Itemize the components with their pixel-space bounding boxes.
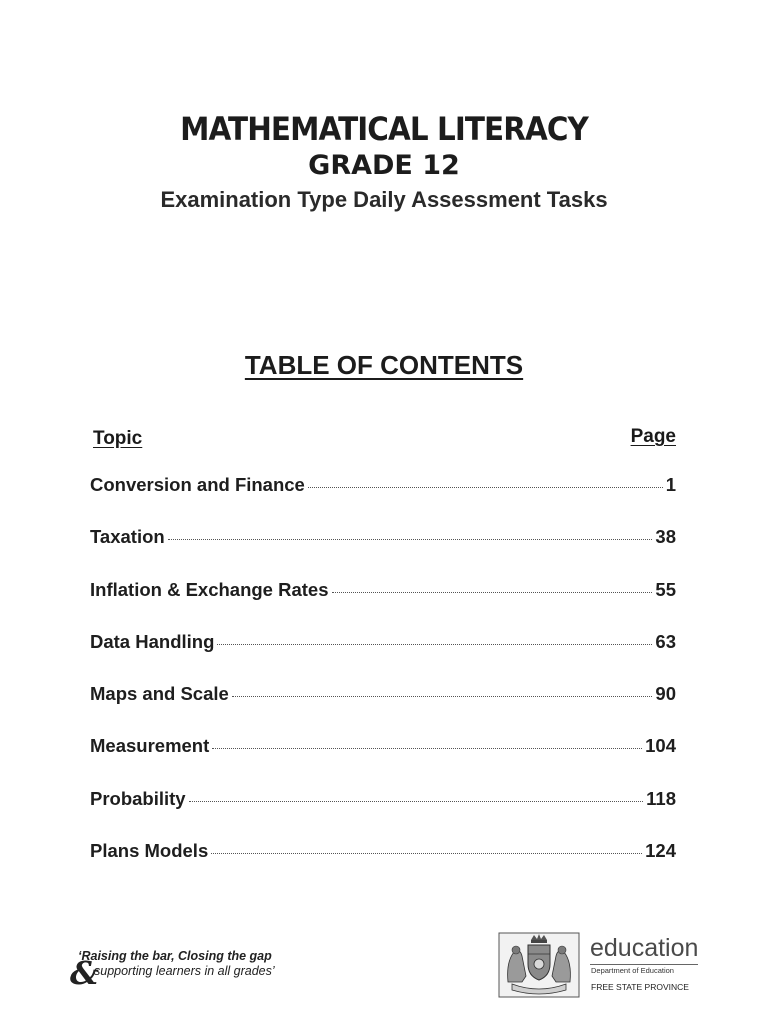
dot-leader — [211, 853, 642, 854]
dot-leader — [217, 644, 652, 645]
slogan-line-2: supporting learners in all grades’ — [94, 964, 275, 978]
toc-entry-page: 1 — [665, 474, 676, 495]
dot-leader — [189, 801, 644, 802]
toc-entry-topic: Probability — [90, 787, 186, 809]
toc-entry-page: 124 — [645, 840, 676, 862]
page-column-header: Page — [630, 426, 676, 447]
education-logo-text: education — [590, 934, 699, 962]
toc-entry — [90, 526, 676, 578]
toc-entry — [90, 735, 676, 787]
toc-entry — [90, 683, 676, 735]
toc-entry-page: 104 — [645, 735, 676, 757]
slogan-line-1: ‘Raising the bar, Closing the gap — [78, 949, 272, 963]
toc-list — [90, 474, 676, 892]
toc-entry-topic: Taxation — [90, 526, 165, 548]
toc-heading: TABLE OF CONTENTS — [244, 350, 524, 380]
toc-entry-topic: Data Handling — [90, 630, 215, 652]
toc-entry-topic: Measurement — [90, 735, 210, 757]
coat-of-arms-icon — [498, 932, 580, 998]
toc-entry-page: 38 — [655, 526, 676, 548]
slogan-ampersand: & — [70, 954, 99, 992]
toc-entry-topic: Maps and Scale — [90, 683, 229, 705]
grade-title: GRADE 12 — [308, 150, 460, 181]
toc-entry — [90, 474, 676, 526]
page-subtitle: Examination Type Daily Assessment Tasks — [160, 187, 608, 212]
toc-entry-topic: Inflation & Exchange Rates — [90, 578, 329, 600]
toc-entry — [90, 788, 676, 840]
page-title: MATHEMATICAL LITERACY — [180, 110, 588, 148]
logo-divider — [590, 964, 698, 965]
toc-entry-topic: Conversion and Finance — [90, 474, 305, 495]
toc-entry-topic: Plans Models — [90, 840, 209, 862]
dot-leader — [232, 696, 653, 697]
toc-entry-page: 63 — [655, 630, 676, 652]
department-name: Department of Education — [591, 966, 674, 975]
topic-column-header: Topic — [93, 428, 143, 449]
toc-heading-wrap — [0, 350, 768, 381]
toc-entry-page: 55 — [655, 578, 676, 600]
toc-entry — [90, 840, 676, 892]
dot-leader — [308, 487, 663, 488]
dot-leader — [332, 592, 653, 593]
dot-leader — [212, 748, 642, 749]
toc-entry — [90, 579, 676, 631]
province-name: FREE STATE PROVINCE — [591, 982, 689, 992]
toc-entry — [90, 631, 676, 683]
toc-entry-page: 118 — [646, 787, 676, 809]
toc-entry-page: 90 — [655, 683, 676, 705]
footer-slogan — [70, 946, 390, 991]
dot-leader — [168, 539, 653, 540]
